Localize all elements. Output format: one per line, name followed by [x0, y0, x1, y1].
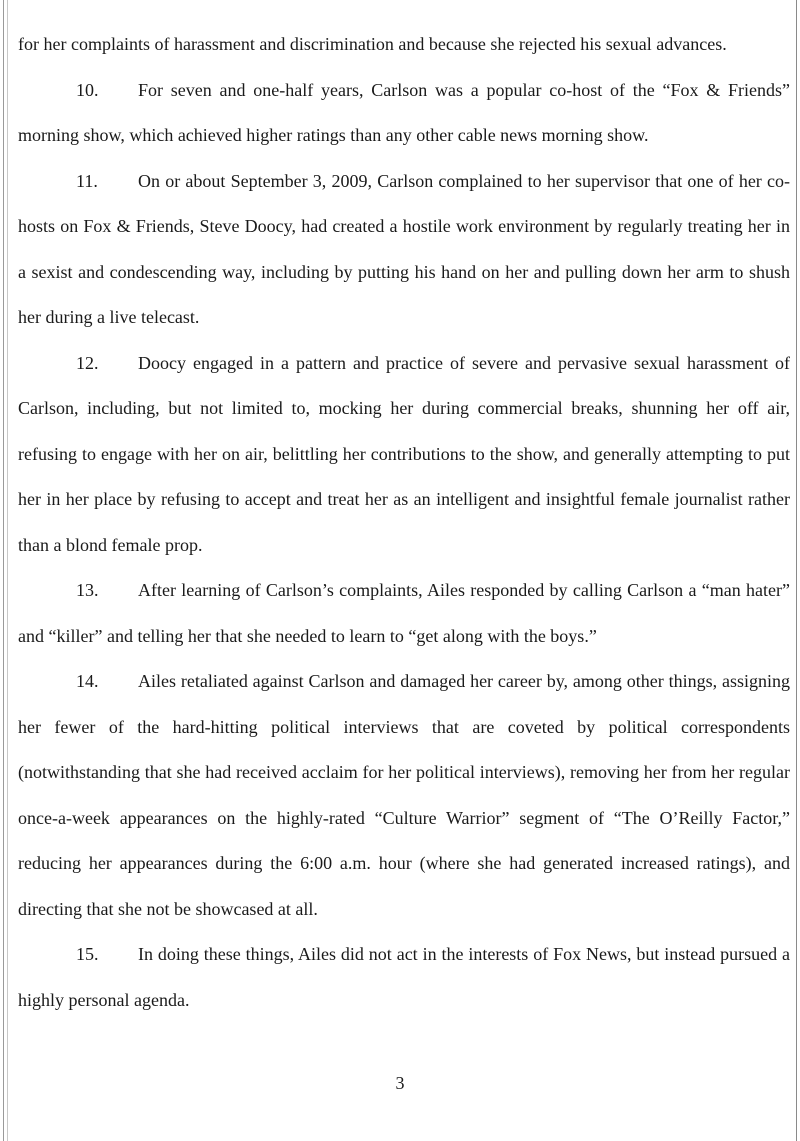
paragraph-13: [18, 568, 790, 659]
paragraph-text: In doing these things, Ailes did not act in the interests of Fox News, but instead pursued a highly personal agenda.: [18, 944, 790, 1010]
paragraph-number: 10.: [76, 79, 99, 100]
paragraph-number: 11.: [76, 170, 98, 191]
continuation-paragraph: for her complaints of harassment and discrimination and because she rejected his sexual advances.: [18, 34, 727, 54]
paragraph-15: [18, 932, 790, 1023]
paragraph-number: 13.: [76, 580, 99, 600]
paragraph-14: [18, 659, 790, 932]
right-margin-rule: [796, 0, 797, 1141]
paragraph-number: 12.: [76, 352, 99, 373]
paragraph-number: 15.: [76, 944, 99, 964]
paragraph-11: [18, 159, 790, 341]
paragraph-text: For seven and one-half years, Carlson was a popular co-host of the “Fox & Friends” morning show, which achieved higher ratings than any other cable news morning show.: [18, 79, 790, 145]
paragraph-text: Doocy engaged in a pattern and practice of severe and pervasive sexual harassment of Carlson, including, but not limited to, mocking her during commercial breaks, shunning her off air, refusing to engage with her on air, belittling her contributions to the show, and generally attempting to put her in her place by refusing to accept and treat her as an intelligent and insightful female journalist rather than a blond female prop.: [18, 352, 790, 555]
paragraph-number: 14.: [76, 671, 99, 691]
paragraph-text: On or about September 3, 2009, Carlson complained to her supervisor that one of her co-hosts on Fox & Friends, Steve Doocy, had created a hostile work environment by regularly treating her in a sexist and condescending way, including by putting his hand on her and pulling down her arm to shush her during a live telecast.: [18, 170, 790, 327]
left-margin-rule-inner: [7, 0, 8, 1141]
document-body: [18, 22, 790, 1023]
paragraph-12: [18, 341, 790, 569]
left-margin-rule: [3, 0, 4, 1141]
paragraph-text: After learning of Carlson’s complaints, Ailes responded by calling Carlson a “man hater” and “killer” and telling her that she needed to learn to “get along with the boys.”: [18, 580, 790, 646]
page-number: 3: [395, 1073, 405, 1093]
paragraph-10: [18, 68, 790, 159]
paragraph-text: Ailes retaliated against Carlson and damaged her career by, among other things, assigning her fewer of the hard-hitting political interviews that are coveted by political correspondents (notwithstanding that she had received acclaim for her political interviews), removing her from her regular once-a-week appearances on the highly-rated “Culture Warrior” segment of “The O’Reilly Factor,” reducing her appearances during the 6:00 a.m. hour (where she had generated increased ratings), and directing that she not be showcased at all.: [18, 671, 790, 919]
